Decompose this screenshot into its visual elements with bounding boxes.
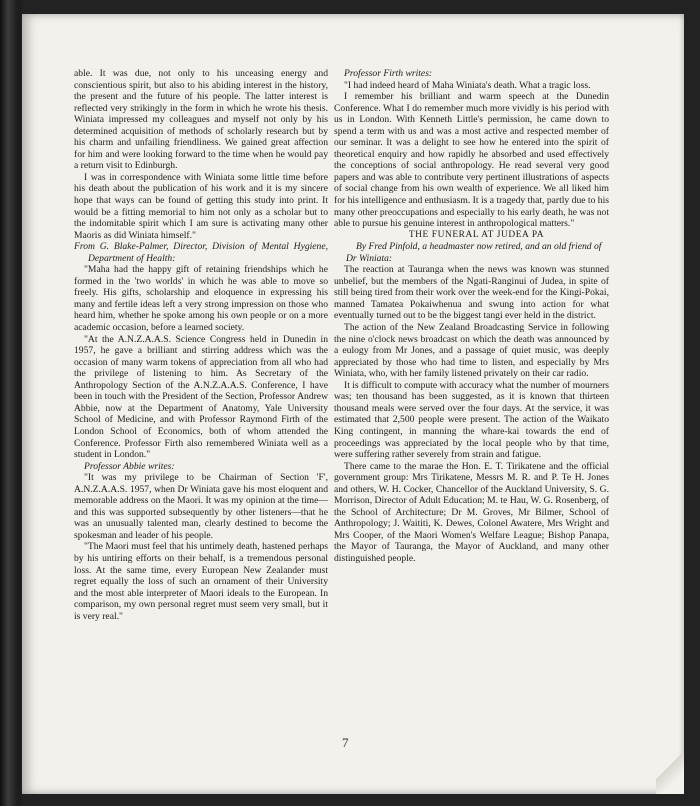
left-column bbox=[74, 68, 328, 622]
byline: By Fred Pinfold, a headmaster now retired, and an old friend of Dr Winiata: bbox=[346, 241, 602, 264]
paragraph: It is difficult to compute with accuracy what the number of mourners was; ten thousand has been suggested, as it is known that thirteen thousand meals were served over the four days. At the service, it was estimated that 2,500 people were present. The action of the Waikato King contingent, in manning the whare-kai towards the end of proceedings was appreciated by the local people who by that time, were suffering rather severely from strain and fatigue. bbox=[334, 379, 609, 461]
continuation-paragraph: able. It was due, not only to his unceasing energy and conscientious spirit, but also to his abiding interest in the history, the present and the future of his people. The latter interest is reflected very strikingly in the form in which he wrote his thesis. Winiata impressed my colleagues and myself not only by his determined acquisition of methods of scholarly research but by his charm and unfailing friendliness. We gained great affection for him and were looking forward to the time when he would pay a return visit to Edinburgh. bbox=[74, 68, 328, 172]
document-page bbox=[22, 14, 684, 794]
paragraph: I was in correspondence with Winiata some little time before his death about the publication of his work and it is my sincere hope that ways can be found of getting this study into print. It would be a fitting memorial to him not only as a scholar but to the indomitable spirit which I am sure is activating many other Maoris as did Winiata himself." bbox=[74, 171, 328, 241]
page-corner-curl bbox=[656, 750, 684, 794]
attribution: Professor Firth writes: bbox=[344, 68, 433, 79]
paragraph: "Maha had the happy gift of retaining friendships which he formed in the 'two worlds' in which he was able to move so freely. His gifts, scholarship and eloquence in expressing his many and fertile ideas left a very strong impression on those who heard him, whether he spoke among his own people or on a more academic occasion, before a learned society. bbox=[74, 264, 328, 334]
right-column bbox=[334, 68, 609, 565]
paragraph: The reaction at Tauranga when the news was known was stunned unbelief, but the members of the Ngati-Ranginui of Judea, in spite of still being tired from their work over the week-end for the Kingi-Pokai, manned Tamatea Pokaiwhenua and swung into action for what eventually turned out to be the biggest tangi ever held in the district. bbox=[334, 264, 609, 322]
paragraph: The action of the New Zealand Broadcasting Service in following the nine o'clock news broadcast on which the death was announced by a eulogy from Mr Jones, and a passage of quiet music, was deeply appreciated by those who had time to listen, and especially by Mrs Winiata, who, with her family listened privately on their car radio. bbox=[334, 322, 609, 380]
paragraph: "I had indeed heard of Maha Winiata's death. What a tragic loss. bbox=[344, 79, 591, 91]
paragraph: There came to the marae the Hon. E. T. Tirikatene and the official government group: Mrs Tirikatene, Messrs M. R. and P. Te H. Jones and others, W. H. Cocker, Chancellor of the Auckland University, S. G. Morrison, Director of Adult Education; M. te Hau, W. G. Rosenberg, of the School of Architecture; Dr M. Groves, Mr Bilmer, School of Anthropology; J. Waititi, K. Dewes, Colonel Awatere, Mrs Wright and Mrs Cooper, of the Maori Women's Welfare League; Bishop Panapa, the Mayor of Tauranga, the Mayor of Auckland, and many other distinguished people. bbox=[334, 460, 609, 564]
attribution: Professor Abbie writes: bbox=[84, 460, 175, 472]
attribution: From G. Blake-Palmer, Director, Division of Mental Hygiene, Department of Health: bbox=[74, 241, 328, 264]
section-heading: THE FUNERAL AT JUDEA PA bbox=[408, 229, 545, 240]
paragraph: "The Maori must feel that his untimely death, hastened perhaps by his untiring efforts on their behalf, is a tremendous personal loss. At the same time, every European New Zealander must regret equally the loss of such an ornament of their University and the most able interpreter of Maori ideals to the European. In comparison, my own personal regret must seem very small, but it is very real." bbox=[74, 541, 328, 622]
paragraph: I remember his brilliant and warm speech at the Dunedin Conference. What I do remember much more vividly is his period with us in London. With Kenneth Little's permission, he came down to spend a term with us and was a most active and respected member of our seminar. It was a delight to see how he entered into the spirit of theoretical enquiry and how rapidly he absorbed and used effectively the conceptions of social anthropology. He read several very good papers and was able to contribute very pertinent illustrations of aspects of social change from his own wealth of experience. We all liked him for his intelligence and enthusiasm. It is a tragedy that, partly due to his many other preoccupations and especially to his early death, he was not able to pursue his genuine interest in anthropological matters." bbox=[334, 91, 609, 230]
page-number: 7 bbox=[342, 735, 349, 750]
paragraph: "It was my privilege to be Chairman of Section 'F', A.N.Z.A.A.S. 1957, when Dr Winiata gave his most eloquent and memorable address on the Maori. It was my opinion at the time—and this was supported subsequently by other listeners—that he was an unusually talented man, clearly destined to become the spokesman and leader of his people. bbox=[74, 472, 328, 541]
paragraph: "At the A.N.Z.A.A.S. Science Congress held in Dunedin in 1957, he gave a brilliant and stirring address which was the occasion of many warm tokens of appreciation from all who had the privilege of listening to him. As Secretary of the Anthropology Section of the A.N.Z.A.A.S. Conference, I have been in touch with the President of the Section, Professor Andrew Abbie, now at the Department of Anatomy, Yale University School of Medicine, and with Professor Raymond Firth of the London School of Economics, both of whom attended the Conference. Professor Firth also remembered Winiata well as a student in London." bbox=[74, 333, 328, 461]
